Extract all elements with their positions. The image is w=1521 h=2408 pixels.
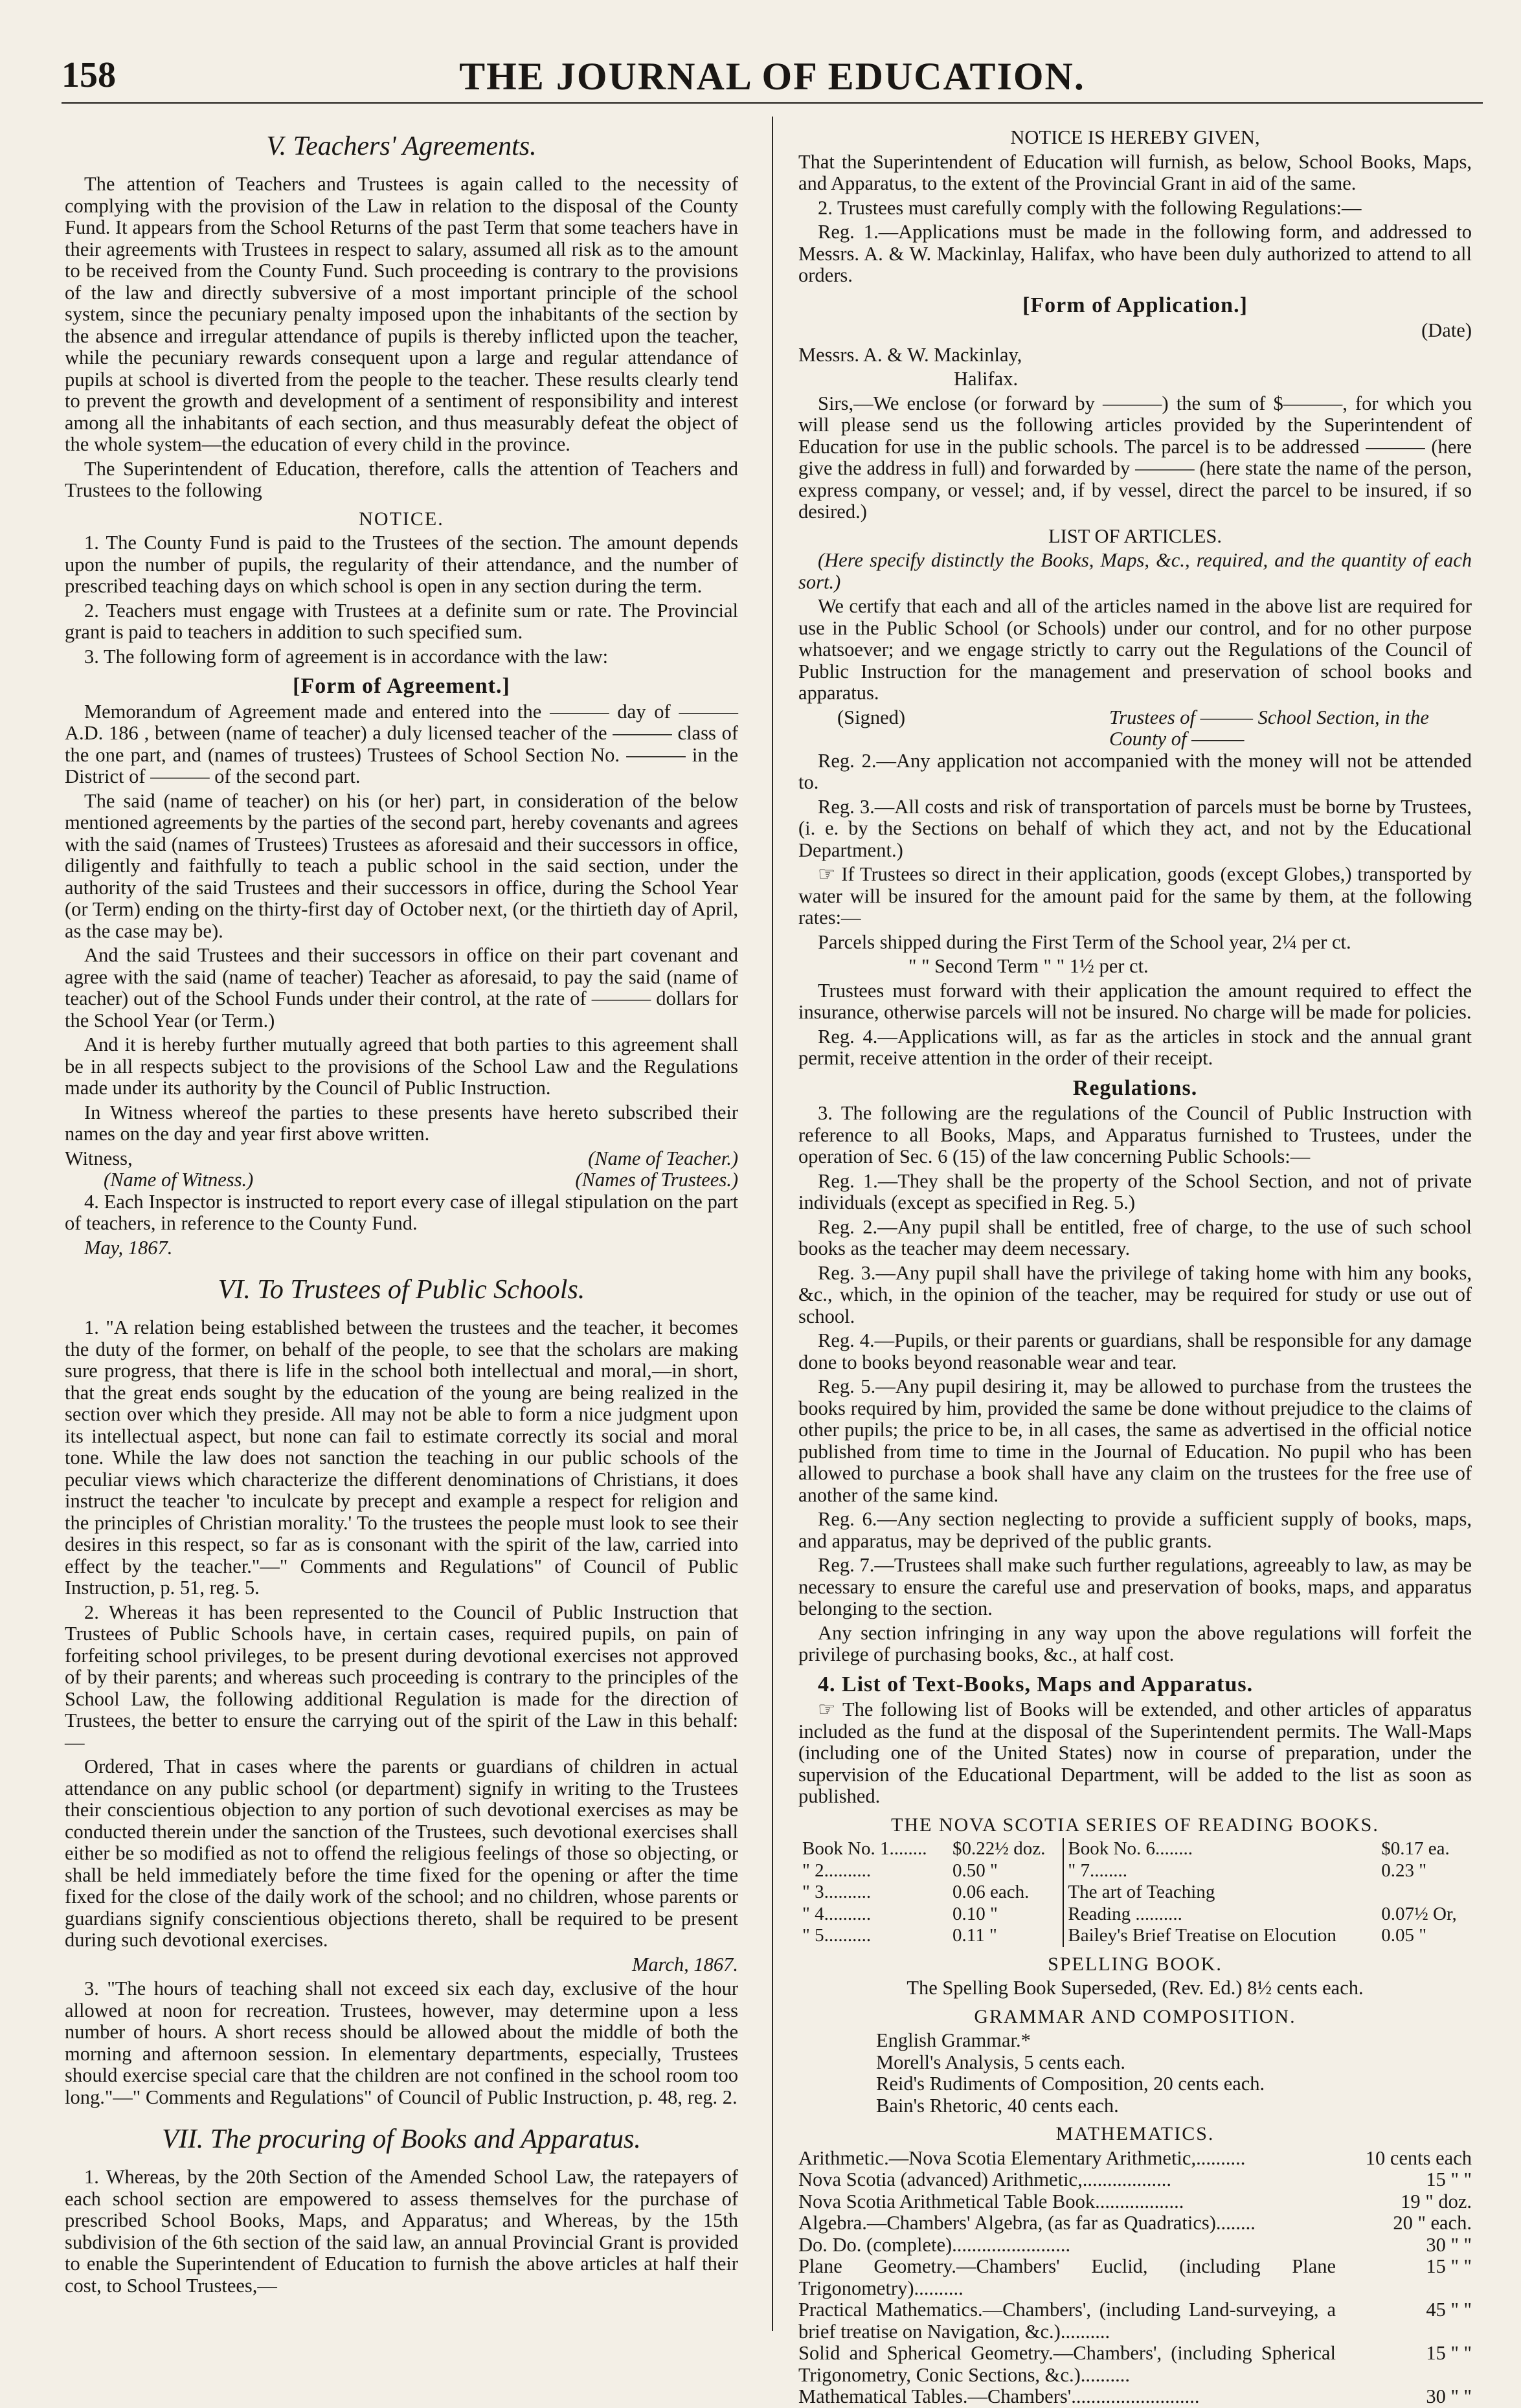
table-cell: Bailey's Brief Treatise on Elocution	[1063, 1925, 1377, 1947]
right-column	[798, 127, 1472, 2408]
math-book-title: Plane Geometry.—Chambers' Euclid, (including Plane Trigonometry)..........	[798, 2255, 1336, 2299]
paragraph: We certify that each and all of the articles named in the above list are required for use in the Public School (or Schools) under our control, and for no other purpose whatsoever; and we engage strictly to carry out the Regulations of the Council of Public Instruction for the management and preservation of school books and apparatus.	[798, 595, 1472, 704]
rate-line: " " Second Term " " 1½ per ct.	[908, 955, 1149, 977]
paragraph: 3. "The hours of teaching shall not exceed six each day, exclusive of the hour allowed at noon for recreation. Trustees, however, may determine upon a less number of hours. A short recess should be allowed about the middle of both the morning and afternoon session. In elementary departments, especially, Trustees should exercise special care that the children are not confined in the school room too long."—" Comments and Regulations" of Council of Public Instruction, p. 48, reg. 2.	[65, 1977, 738, 2108]
page-number: 158	[62, 55, 116, 95]
math-book-price: 45 " "	[1426, 2299, 1472, 2321]
list-item	[798, 2386, 1472, 2408]
list-item	[798, 2299, 1472, 2343]
text-books-heading: 4. List of Text-Books, Maps and Apparatus.	[818, 1672, 1254, 1696]
paragraph: 3. The following are the regulations of the Council of Public Instruction with reference to all Books, Maps, and Apparatus furnished to Trustees, under the operation of Sec. 6 (15) of the law concerning Public Schools:—	[798, 1102, 1472, 1167]
paragraph: Reg. 4.—Applications will, as far as the articles in stock and the annual grant permit, receive attention in the order of their receipt.	[798, 1025, 1472, 1069]
math-book-title: Nova Scotia (advanced) Arithmetic,..................	[798, 2168, 1171, 2190]
math-book-title: Do. Do. (complete)........................	[798, 2233, 1071, 2256]
table-cell: $0.22½ doz.	[952, 1838, 1046, 1859]
notice-given-heading: NOTICE IS HEREBY GIVEN,	[1010, 126, 1260, 148]
page-header	[62, 54, 1483, 106]
paragraph: The said (name of teacher) on his (or her) part, in consideration of the below mentioned agreements by the parties of the second part, hereby covenants and agrees with the said (names of Trustees) Trustees as aforesaid and their successors in office, diligently and faithfully to teach a public school in the said section, under the authority of the said Trustees and their successors in office, during the School Year (or Term) ending on the thirty-first day of October next, (or the thirtieth day of April, as the case may be).	[65, 789, 738, 942]
table-cell: Reading ..........	[1063, 1904, 1377, 1926]
reading-books-heading: THE NOVA SCOTIA SERIES OF READING BOOKS.	[891, 1814, 1379, 1836]
table-cell: " 5..........	[802, 1925, 872, 1946]
header-rule	[62, 102, 1483, 104]
grammar-list	[798, 2030, 1472, 2117]
application-date: (Date)	[1421, 319, 1472, 341]
table-cell: Book No. 6........	[1063, 1838, 1377, 1860]
table-row	[798, 1882, 1472, 1904]
paragraph: Reg. 4.—Pupils, or their parents or guardians, shall be responsible for any damage done to books beyond reasonable wear and tear.	[798, 1329, 1472, 1373]
paragraph: ☞ If Trustees so direct in their application, goods (except Globes,) transported by water will be insured for the amount paid for the same by them, at the following rates:—	[798, 863, 1472, 928]
list-item	[798, 2212, 1472, 2234]
table-row	[798, 1904, 1472, 1926]
table-cell	[1377, 1882, 1472, 1904]
table-cell: 0.07½ Or,	[1381, 1903, 1457, 1924]
paragraph: Reg. 5.—Any pupil desiring it, may be allowed to purchase from the trustees the books required by him, provided the same be done without prejudice to the claims of other pupils; the price to be, in all cases, the same as advertised in the official notice published from time to time in the Journal of Education. No pupil who has been allowed to purchase a book shall have any claim on the trustees for the free use of another of the same kind.	[798, 1375, 1472, 1506]
names-of-trustees: (Names of Trustees.)	[575, 1169, 738, 1191]
table-cell: " 7........	[1063, 1860, 1377, 1882]
paragraph: The Superintendent of Education, therefore, calls the attention of Teachers and Trustees to the following	[65, 457, 738, 501]
paragraph: And the said Trustees and their successors in office on their part covenant and agree with the said (name of teacher) Teacher as aforesaid, to pay the said (name of teacher) out of the School Funds under their control, at the rate of ——— dollars for the School Year (or Term.)	[65, 944, 738, 1031]
paragraph: Trustees must forward with their application the amount required to effect the insurance, otherwise parcels will not be insured. No charge will be made for policies.	[798, 979, 1472, 1023]
table-cell: 0.23 "	[1381, 1860, 1427, 1881]
math-book-price: 10 cents each	[1365, 2146, 1472, 2169]
paragraph: Reg. 6.—Any section neglecting to provide a sufficient supply of books, maps, and apparatus, may be deprived of the public grants.	[798, 1508, 1472, 1552]
paragraph: In Witness whereof the parties to these presents have hereto subscribed their names on the day and year first above written.	[65, 1101, 738, 1145]
list-of-articles-heading: LIST OF ARTICLES.	[1048, 524, 1222, 547]
math-book-title: Algebra.—Chambers' Algebra, (as far as Quadratics)........	[798, 2212, 1256, 2234]
list-item	[798, 2148, 1472, 2170]
table-cell: " 3..........	[802, 1882, 872, 1902]
math-book-price: 19 " doz.	[1401, 2190, 1472, 2212]
table-row	[798, 1838, 1472, 1860]
left-column	[65, 127, 738, 2299]
table-cell: $0.17 ea.	[1381, 1838, 1450, 1859]
paragraph: Memorandum of Agreement made and entered into the ——— day of ——— A.D. 186 , between (name of teacher) a duly licensed teacher of the ——— class of the one part, and (names of trustees) Trustees of School Section No. ——— in the District of ——— of the second part.	[65, 700, 738, 787]
math-book-price: 20 " each.	[1393, 2212, 1472, 2234]
paragraph: Reg. 1.—They shall be the property of the School Section, and not of private individuals (except as specified in Reg. 5.)	[798, 1169, 1472, 1213]
rate-line: Parcels shipped during the First Term of the School year, 2¼ per ct.	[818, 930, 1351, 953]
list-item	[798, 2256, 1472, 2299]
paragraph: (Here specify distinctly the Books, Maps, &c., required, and the quantity of each sort.)	[798, 549, 1472, 593]
paragraph: Reg. 3.—Any pupil shall have the privilege of taking home with him any books, &c., which, in the opinion of the teacher, may be required for study or use out of school.	[798, 1261, 1472, 1327]
section-heading-trustees: VI. To Trustees of Public Schools.	[218, 1275, 585, 1305]
paragraph: 4. Each Inspector is instructed to report every case of illegal stipulation on the part of teachers, in reference to the County Fund.	[65, 1190, 738, 1234]
list-item: Morell's Analysis, 5 cents each.	[876, 2051, 1125, 2073]
paragraph: 1. Whereas, by the 20th Section of the Amended School Law, the ratepayers of each school section are empowered to assess themselves for the purchase of prescribed School Books, Maps, and Apparatus; and Whereas, by the 15th subdivision of the 6th section of the said law, an annual Provincial Grant is provided to enable the Superintendent of Education to furnish the above articles at half their cost, to School Trustees,—	[65, 2166, 738, 2297]
paragraph: 1. The County Fund is paid to the Trustees of the section. The amount depends upon the number of pupils, the regularity of their attendance, and the number of prescribed teaching days on which school is open in any section during the term.	[65, 532, 738, 597]
reading-books-table	[798, 1838, 1472, 1947]
math-book-title: Practical Mathematics.—Chambers', (including Land-surveying, a brief treatise on Navigation, &c.)..........	[798, 2299, 1336, 2343]
spelling-line: The Spelling Book Superseded, (Rev. Ed.) 8½ cents each.	[907, 1977, 1364, 1999]
paragraph: Reg. 3.—All costs and risk of transportation of parcels must be borne by Trustees, (i. e. by the Sections on behalf of which they act, and not by the Educational Department.)	[798, 795, 1472, 861]
list-item: Bain's Rhetoric, 40 cents each.	[876, 2094, 1119, 2117]
regulations-heading: Regulations.	[1072, 1075, 1198, 1100]
table-cell: 0.05 "	[1381, 1925, 1427, 1946]
table-row	[798, 1925, 1472, 1947]
journal-title: THE JOURNAL OF EDUCATION.	[459, 55, 1085, 98]
section-heading-books-apparatus: VII. The procuring of Books and Apparatus.	[162, 2124, 641, 2154]
paragraph: Reg. 1.—Applications must be made in the following form, and addressed to Messrs. A. & W. Mackinlay, Halifax, who have been duly authorized to attend to all orders.	[798, 221, 1472, 286]
paragraph: 2. Whereas it has been represented to the Council of Public Instruction that Trustees of Public Schools have, in certain cases, required pupils, on pain of forfeiting school privileges, to be present during devotional exercises not approved of by their parents; and whereas such proceeding is contrary to the principles of the School Law, the following additional Regulation is made for the direction of Trustees, the better to ensure the carrying out of the spirit of the Law in this behalf:—	[65, 1601, 738, 1753]
mathematics-list	[798, 2148, 1472, 2408]
math-book-title: Solid and Spherical Geometry.—Chambers', (including Spherical Trigonometry, Conic Sections, &c.)..........	[798, 2342, 1336, 2386]
table-cell: The art of Teaching	[1063, 1882, 1377, 1904]
section-heading-teachers-agreements: V. Teachers' Agreements.	[266, 131, 537, 161]
table-row	[798, 1860, 1472, 1882]
column-divider	[772, 117, 773, 2331]
application-city: Halifax.	[954, 368, 1019, 390]
table-cell: 0.06 each.	[952, 1882, 1030, 1902]
form-of-agreement-heading: [Form of Agreement.]	[293, 674, 510, 698]
math-book-price: 30 " "	[1426, 2385, 1472, 2407]
table-cell: Book No. 1........	[802, 1838, 927, 1859]
name-of-witness: (Name of Witness.)	[104, 1169, 254, 1191]
table-cell: 0.10 "	[952, 1903, 998, 1924]
paragraph: 2. Trustees must carefully comply with the following Regulations:—	[818, 196, 1362, 219]
application-address: Messrs. A. & W. Mackinlay,	[798, 343, 1022, 366]
name-of-teacher: (Name of Teacher.)	[588, 1147, 738, 1169]
witness-names-line	[65, 1169, 738, 1191]
math-book-price: 15 " "	[1426, 2342, 1472, 2364]
list-item	[798, 2169, 1472, 2191]
trustees-of-section: Trustees of ——— School Section, in the County of ———	[1109, 706, 1429, 750]
mathematics-heading: MATHEMATICS.	[1055, 2123, 1215, 2144]
math-book-price: 15 " "	[1426, 2255, 1472, 2277]
math-book-title: Arithmetic.—Nova Scotia Elementary Arithmetic,..........	[798, 2146, 1246, 2169]
notice-heading: NOTICE.	[359, 508, 444, 530]
table-cell: " 4..........	[802, 1903, 872, 1924]
paragraph: Any section infringing in any way upon the above regulations will forfeit the privilege of purchasing books, &c., at half cost.	[798, 1621, 1472, 1665]
witness-line	[65, 1148, 738, 1170]
form-of-application-heading: [Form of Application.]	[1022, 293, 1248, 317]
list-item: Reid's Rudiments of Composition, 20 cents each.	[876, 2073, 1265, 2095]
table-cell: 0.50 "	[952, 1860, 998, 1881]
paragraph: Ordered, That in cases where the parents or guardians of children in actual attendance on any public school (or department) signify in writing to the Trustees their conscientious objection to any portion of such devotional exercises as may be conducted therein under the sanction of the Trustees, such devotional exercises shall either be so modified as not to offend the religious feelings of those so objecting, or shall be held immediately before the time fixed for the opening or after the time fixed for the close of the daily work of the school; and no children, whose parents or guardians signify conscientious objections thereto, shall be required to be present during such devotional exercises.	[65, 1755, 738, 1951]
spelling-heading: SPELLING BOOK.	[1048, 1953, 1222, 1975]
table-cell: 0.11 "	[952, 1925, 997, 1946]
paragraph: 3. The following form of agreement is in accordance with the law:	[84, 645, 609, 668]
math-book-title: Mathematical Tables.—Chambers'..........................	[798, 2385, 1200, 2407]
math-book-title: Nova Scotia Arithmetical Table Book..................	[798, 2190, 1184, 2212]
list-item	[798, 2343, 1472, 2386]
paragraph: That the Superintendent of Education will furnish, as below, School Books, Maps, and Apparatus, to the extent of the Provincial Grant in aid of the same.	[798, 150, 1472, 194]
math-book-price: 15 " "	[1426, 2168, 1472, 2190]
dateline: May, 1867.	[84, 1236, 173, 1259]
table-cell: " 2..........	[802, 1860, 872, 1881]
paragraph: And it is hereby further mutually agreed that both parties to this agreement shall be in all respects subject to the provisions of the School Law and the Regulations made under its authority by the Council of Public Instruction.	[65, 1033, 738, 1099]
paragraph: Sirs,—We enclose (or forward by ———) the sum of $———, for which you will please send us the following articles provided by the Superintendent of Education for use in the public schools. The parcel is to be addressed ——— (here give the address in full) and forwarded by ——— (here state the name of the person, express company, or vessel; and, if by vessel, direct the parcel to be insured, if so desired.)	[798, 392, 1472, 523]
paragraph: 1. "A relation being established between the trustees and the teacher, it becomes the duty of the former, on behalf of the people, to see that the scholars are making sure progress, that there is life in the school both intellectual and moral,—in short, that the great ends sought by the education of the young are being realized in the section over which they preside. All may not be able to form a nice judgment upon its intellectual aspect, but none can fail to estimate correctly its social and moral tone. While the law does not sanction the teaching in our public schools of the peculiar views which characterize the different denominations of Christians, it does instruct the teacher 'to inculcate by precept and example a respect for religion and the principles of Christian morality.' To the trustees the people must look to see their desires in this respect, so far as is consonant with the spirit of the law, carried into effect by the teacher."—" Comments and Regulations" of Council of Public Instruction, p. 51, reg. 5.	[65, 1316, 738, 1599]
paragraph: Reg. 7.—Trustees shall make such further regulations, agreeably to law, as may be necessary to ensure the careful use and preservation of books, maps, and apparatus belonging to the section.	[798, 1554, 1472, 1619]
dateline: March, 1867.	[631, 1953, 738, 1975]
signature-line	[798, 707, 1472, 750]
list-item	[798, 2191, 1472, 2213]
paragraph: Reg. 2.—Any application not accompanied with the money will not be attended to.	[798, 749, 1472, 793]
paragraph: The attention of Teachers and Trustees is again called to the necessity of complying with the provision of the Law in relation to the disposal of the County Fund. It appears from the School Returns of the past Term that some teachers have in their agreements with Trustees in respect to salary, assumed all risk as to the amount to be received from the County Fund. Such proceeding is contrary to the provisions of the law and directly subversive of a most important principle of the school system, since the pecuniary penalty imposed upon the inhabitants of the section by the absence and irregular attendance of pupils is thereby inflicted upon the teacher, while the pecuniary rewards consequent upon a large and regular attendance of pupils at school is diverted from the people to the teacher. These results clearly tend to prevent the growth and development of a sentiment of responsibility and interest among all the inhabitants of each section, and thus measurably defeat the object of the whole system—the education of every child in the province.	[65, 173, 738, 455]
signed-label: (Signed)	[837, 706, 906, 728]
paragraph: Reg. 2.—Any pupil shall be entitled, free of charge, to the use of such school books as the teacher may deem necessary.	[798, 1215, 1472, 1259]
paragraph: ☞ The following list of Books will be extended, and other articles of apparatus included as the fund at the disposal of the Superintendent permits. The Wall-Maps (including one of the United States) now in course of preparation, under the supervision of the Educational Department, will be added to the list as soon as published.	[798, 1698, 1472, 1807]
paragraph: 2. Teachers must engage with Trustees at a definite sum or rate. The Provincial grant is paid to teachers in addition to such specified sum.	[65, 599, 738, 643]
list-item	[798, 2234, 1472, 2256]
grammar-heading: GRAMMAR AND COMPOSITION.	[974, 2005, 1296, 2027]
math-book-price: 30 " "	[1426, 2233, 1472, 2256]
witness-label: Witness,	[65, 1147, 133, 1169]
list-item: English Grammar.*	[876, 2029, 1031, 2051]
